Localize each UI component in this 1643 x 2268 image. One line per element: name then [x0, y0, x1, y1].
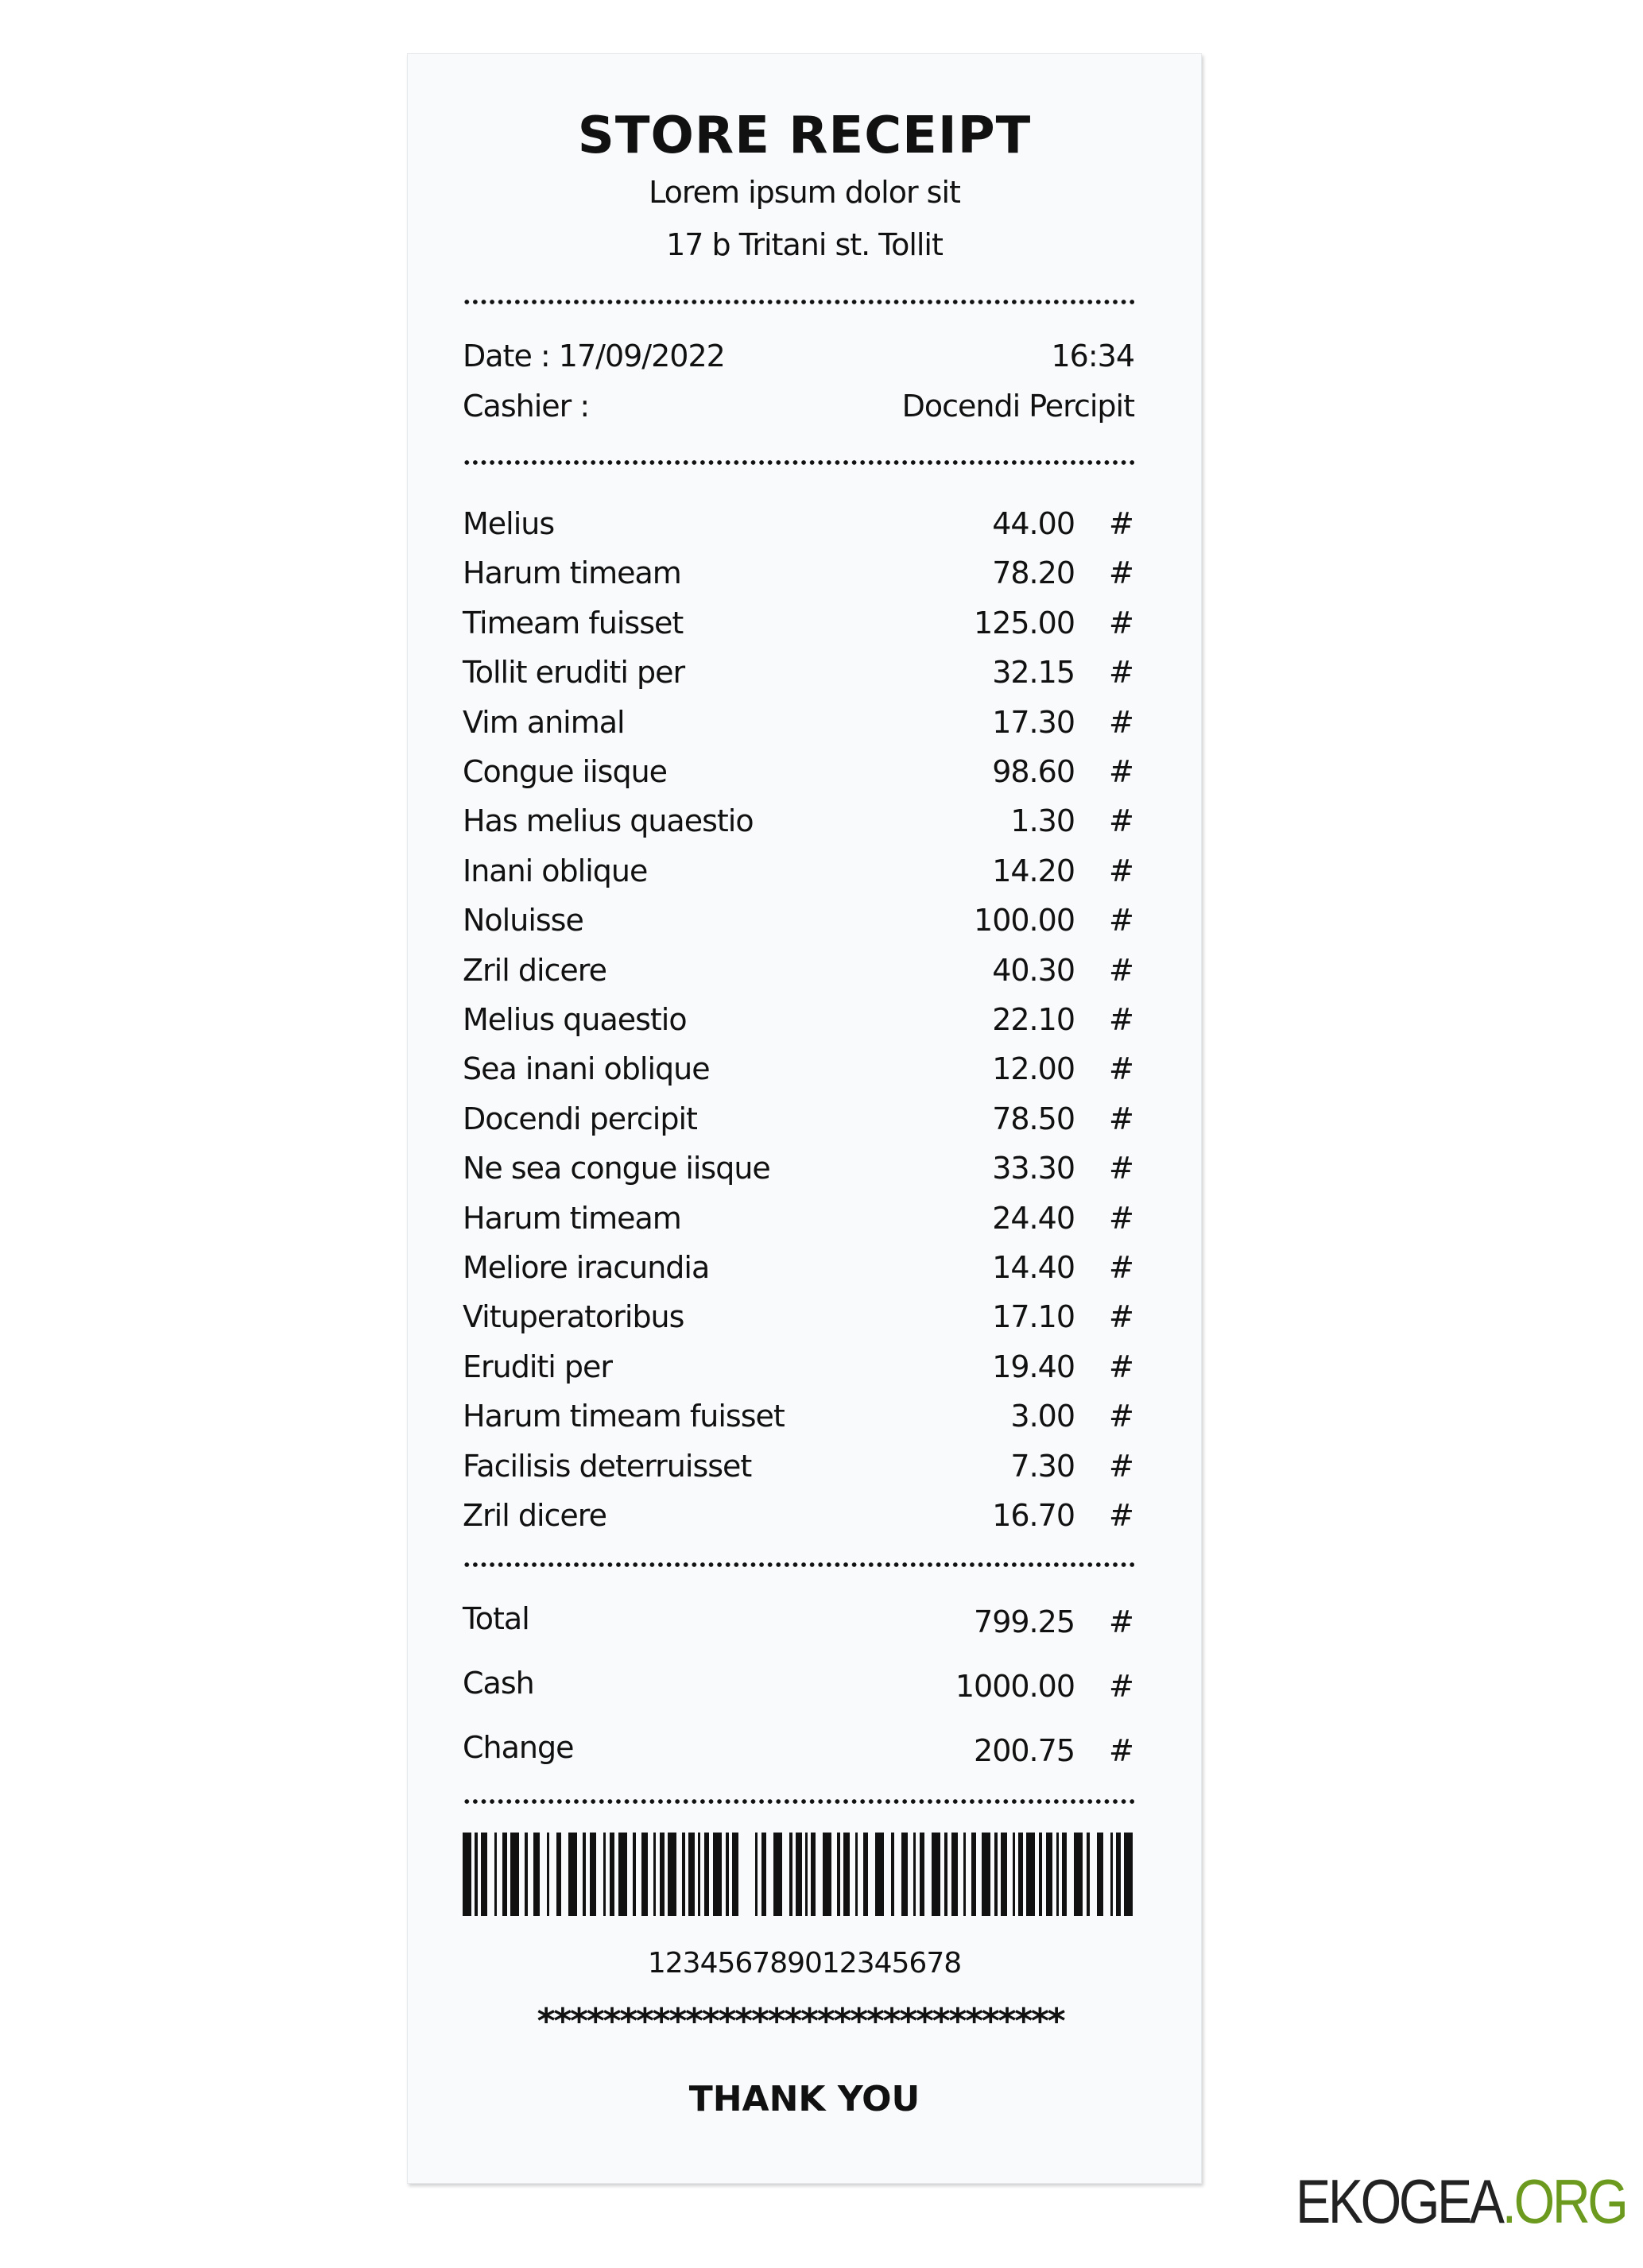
- barcode-bar: [726, 1833, 729, 1916]
- barcode-bar: [1026, 1833, 1035, 1916]
- barcode-bar: [944, 1833, 947, 1916]
- barcode-bar: [1110, 1833, 1113, 1916]
- item-price: 78.50: [992, 1101, 1075, 1136]
- barcode-bar: [1097, 1833, 1103, 1916]
- total-label: Cash: [463, 1666, 534, 1701]
- barcode-bar: [502, 1833, 507, 1916]
- total-label: Change: [463, 1730, 574, 1765]
- item-price: 3.00: [1010, 1399, 1075, 1434]
- barcode-bar: [494, 1833, 497, 1916]
- barcode-bar: [1124, 1833, 1133, 1916]
- item-price: 12.00: [992, 1051, 1075, 1087]
- barcode-bar: [823, 1833, 831, 1916]
- currency-symbol: #: [1109, 1299, 1133, 1335]
- barcode-bar: [811, 1833, 816, 1916]
- barcode-bar: [855, 1833, 858, 1916]
- item-price: 98.60: [992, 754, 1075, 789]
- total-label: Total: [463, 1601, 529, 1636]
- barcode-bar: [713, 1833, 722, 1916]
- barcode-bar: [761, 1833, 766, 1916]
- item-name: Vituperatoribus: [463, 1299, 684, 1335]
- currency-symbol: #: [1109, 754, 1133, 789]
- barcode-bar: [1062, 1833, 1067, 1916]
- item-price: 33.30: [992, 1151, 1075, 1186]
- total-value: 799.25: [974, 1604, 1075, 1639]
- currency-symbol: #: [1109, 1250, 1133, 1285]
- total-value: 1000.00: [955, 1669, 1075, 1704]
- barcode-bar: [875, 1833, 884, 1916]
- barcode-bar: [1013, 1833, 1015, 1916]
- item-price: 17.30: [992, 704, 1075, 740]
- item-name: Vim animal: [463, 704, 625, 740]
- barcode-bar: [1116, 1833, 1121, 1916]
- barcode-bar: [568, 1833, 577, 1916]
- barcode-bar: [913, 1833, 916, 1916]
- item-price: 125.00: [974, 605, 1075, 641]
- currency-symbol: #: [1109, 1051, 1133, 1087]
- barcode-bar: [660, 1833, 665, 1916]
- item-name: Noluisse: [463, 903, 583, 939]
- item-price: 1.30: [1010, 803, 1075, 839]
- item-name: Meliore iracundia: [463, 1250, 710, 1285]
- item-price: 78.20: [992, 555, 1075, 591]
- item-price: 40.30: [992, 952, 1075, 988]
- barcode-bar: [920, 1833, 924, 1916]
- divider: [463, 1562, 1134, 1568]
- barcode-bar: [1046, 1833, 1052, 1916]
- barcode-bar: [773, 1833, 782, 1916]
- barcode-bar: [610, 1833, 614, 1916]
- item-name: Timeam fuisset: [463, 605, 684, 641]
- barcode-bar: [1039, 1833, 1042, 1916]
- star-divider: ********************************: [537, 2001, 1064, 2042]
- barcode-bar: [583, 1833, 586, 1916]
- item-price: 7.30: [1010, 1448, 1075, 1484]
- barcode-bar: [971, 1833, 976, 1916]
- barcode-bar: [891, 1833, 894, 1916]
- item-name: Sea inani oblique: [463, 1051, 710, 1087]
- item-name: Has melius quaestio: [463, 803, 754, 839]
- thank-you-message: THANK YOU: [688, 2079, 920, 2119]
- barcode-bar: [951, 1833, 958, 1916]
- currency-symbol: #: [1109, 1448, 1133, 1484]
- item-name: Congue iisque: [463, 754, 668, 789]
- barcode-number: 123456789012345678: [647, 1947, 962, 1980]
- currency-symbol: #: [1109, 1399, 1133, 1434]
- barcode-bar: [618, 1833, 627, 1916]
- barcode-bar: [963, 1833, 966, 1916]
- barcode-bar: [653, 1833, 656, 1916]
- barcode-bar: [932, 1833, 940, 1916]
- item-price: 24.40: [992, 1200, 1075, 1236]
- barcode-bar: [668, 1833, 676, 1916]
- currency-symbol: #: [1109, 803, 1133, 839]
- total-value: 200.75: [974, 1733, 1075, 1768]
- barcode-bar: [1001, 1833, 1007, 1916]
- currency-symbol: #: [1109, 1604, 1133, 1639]
- currency-symbol: #: [1109, 1669, 1133, 1704]
- barcode-bar: [901, 1833, 908, 1916]
- barcode-bar: [698, 1833, 700, 1916]
- item-name: Melius: [463, 506, 555, 541]
- watermark: [1296, 2165, 1626, 2238]
- currency-symbol: #: [1109, 506, 1133, 541]
- item-price: 44.00: [992, 506, 1075, 541]
- watermark-suffix: .ORG: [1502, 2166, 1626, 2236]
- barcode-bar: [475, 1833, 478, 1916]
- barcode-bar: [1074, 1833, 1083, 1916]
- barcode-bar: [805, 1833, 808, 1916]
- item-name: Docendi percipit: [463, 1101, 697, 1136]
- item-name: Zril dicere: [463, 1498, 606, 1533]
- currency-symbol: #: [1109, 655, 1133, 691]
- barcode-bar: [994, 1833, 998, 1916]
- currency-symbol: #: [1109, 952, 1133, 988]
- item-price: 32.15: [992, 655, 1075, 691]
- barcode-bar: [603, 1833, 606, 1916]
- currency-symbol: #: [1109, 704, 1133, 740]
- barcode-bar: [704, 1833, 709, 1916]
- barcode-bar: [1087, 1833, 1090, 1916]
- item-name: Melius quaestio: [463, 1002, 687, 1037]
- item-price: 100.00: [974, 903, 1075, 939]
- barcode-bar: [843, 1833, 850, 1916]
- store-name: Lorem ipsum dolor sit: [649, 175, 960, 210]
- item-name: Harum timeam fuisset: [463, 1399, 785, 1434]
- barcode-bar: [789, 1833, 792, 1916]
- currency-symbol: #: [1109, 1733, 1133, 1768]
- barcode-bar: [837, 1833, 840, 1916]
- barcode-bar: [525, 1833, 528, 1916]
- cashier-name: Docendi Percipit: [901, 389, 1134, 424]
- barcode-bar: [533, 1833, 540, 1916]
- item-price: 14.20: [992, 853, 1075, 888]
- item-price: 22.10: [992, 1002, 1075, 1037]
- currency-symbol: #: [1109, 1151, 1133, 1186]
- item-name: Facilisis deterruisset: [463, 1448, 752, 1484]
- item-price: 14.40: [992, 1250, 1075, 1285]
- barcode-bar: [590, 1833, 596, 1916]
- barcode-bar: [556, 1833, 561, 1916]
- barcode-bar: [682, 1833, 685, 1916]
- barcode-bar: [688, 1833, 695, 1916]
- barcode-bar: [732, 1833, 738, 1916]
- item-name: Eruditi per: [463, 1349, 613, 1384]
- receipt-title: STORE RECEIPT: [577, 106, 1032, 165]
- barcode-bar: [641, 1833, 648, 1916]
- item-name: Tollit eruditi per: [463, 655, 685, 691]
- divider: [463, 1798, 1134, 1805]
- barcode-bar: [547, 1833, 549, 1916]
- barcode-bar: [1056, 1833, 1059, 1916]
- currency-symbol: #: [1109, 903, 1133, 939]
- barcode-bar: [633, 1833, 636, 1916]
- time-value: 16:34: [1051, 339, 1134, 373]
- barcode-bar: [796, 1833, 802, 1916]
- barcode-bar: [463, 1833, 471, 1916]
- currency-symbol: #: [1109, 555, 1133, 591]
- item-name: Harum timeam: [463, 1200, 681, 1236]
- watermark-text: EKOGEA: [1296, 2166, 1502, 2236]
- item-name: Zril dicere: [463, 952, 606, 988]
- barcode: [463, 1833, 1134, 1916]
- item-name: Harum timeam: [463, 555, 681, 591]
- date-label: Date : 17/09/2022: [463, 339, 725, 373]
- currency-symbol: #: [1109, 1200, 1133, 1236]
- item-name: Ne sea congue iisque: [463, 1151, 770, 1186]
- cashier-label: Cashier :: [463, 389, 590, 424]
- item-price: 19.40: [992, 1349, 1075, 1384]
- barcode-bar: [982, 1833, 990, 1916]
- barcode-bar: [755, 1833, 758, 1916]
- divider: [463, 299, 1134, 305]
- barcode-bar: [510, 1833, 519, 1916]
- receipt: [407, 53, 1202, 2184]
- barcode-bar: [1018, 1833, 1023, 1916]
- store-address: 17 b Tritani st. Tollit: [666, 227, 943, 262]
- currency-symbol: #: [1109, 853, 1133, 888]
- currency-symbol: #: [1109, 1002, 1133, 1037]
- currency-symbol: #: [1109, 1101, 1133, 1136]
- barcode-bar: [863, 1833, 868, 1916]
- currency-symbol: #: [1109, 605, 1133, 641]
- currency-symbol: #: [1109, 1349, 1133, 1384]
- divider: [463, 459, 1134, 466]
- item-name: Inani oblique: [463, 853, 648, 888]
- barcode-bar: [481, 1833, 487, 1916]
- item-price: 16.70: [992, 1498, 1075, 1533]
- item-price: 17.10: [992, 1299, 1075, 1335]
- currency-symbol: #: [1109, 1498, 1133, 1533]
